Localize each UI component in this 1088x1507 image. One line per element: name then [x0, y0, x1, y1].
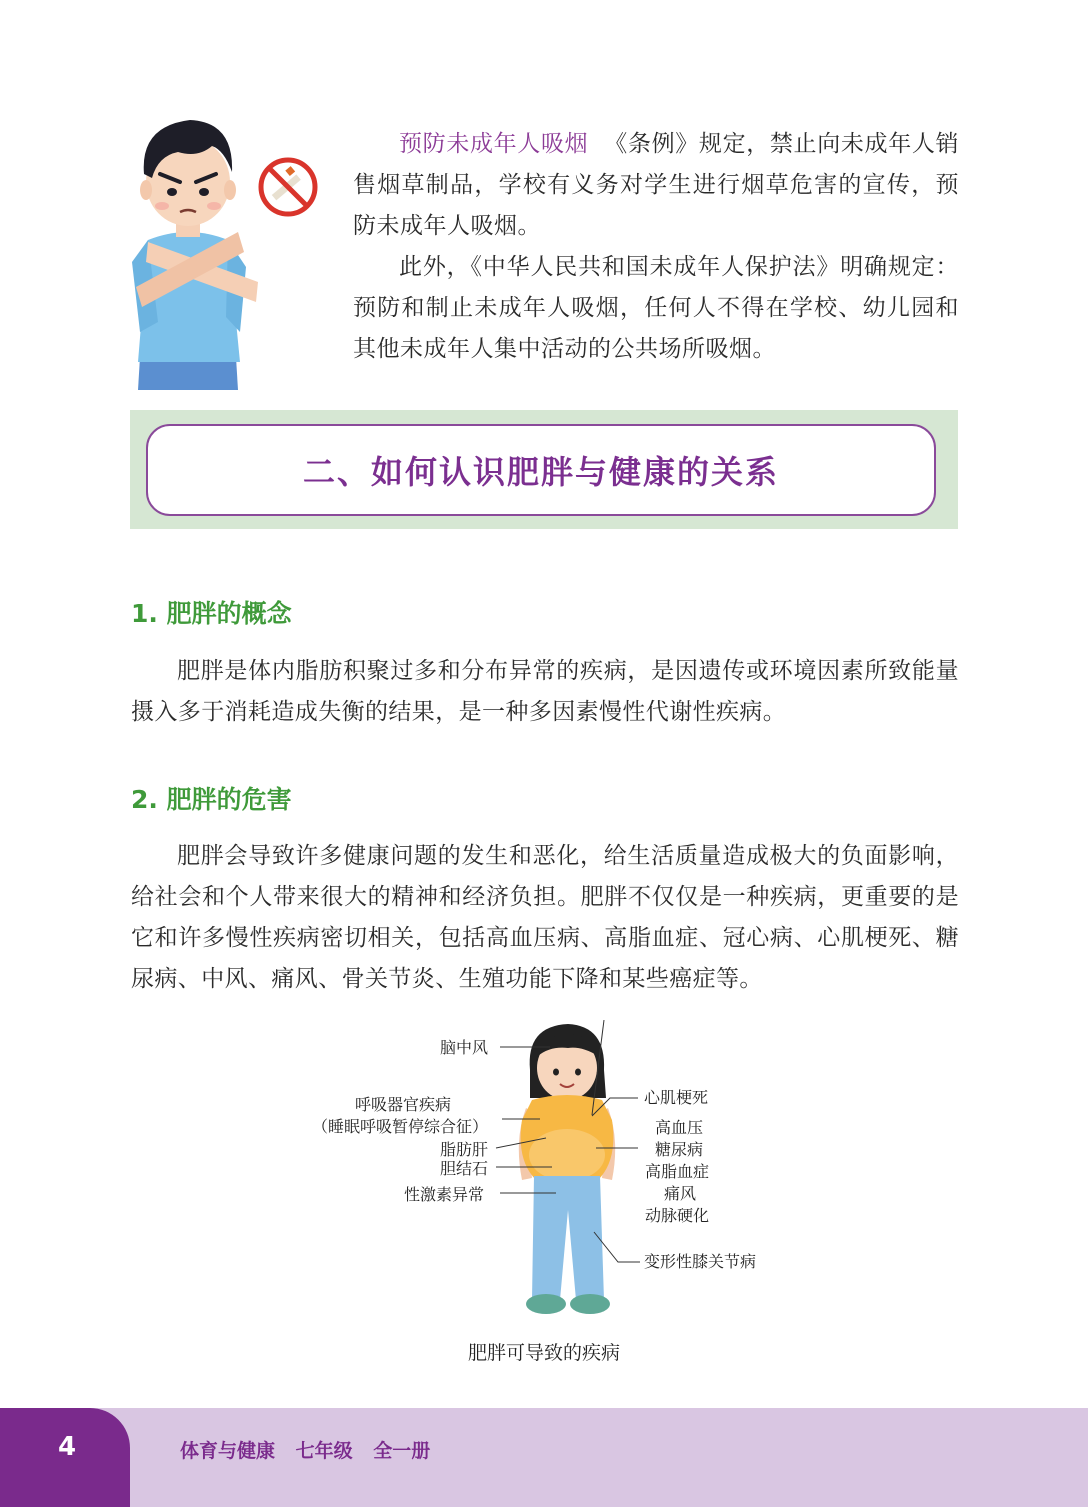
- harm-paragraph: [131, 836, 959, 1000]
- intro-text: [353, 124, 959, 370]
- boy-no-smoking-illustration: [128, 112, 318, 392]
- harm-text: 肥胖会导致许多健康问题的发生和恶化，给生活质量造成极大的负面影响，给社会和个人带来很大的精神和经济负担。肥胖不仅仅是一种疾病，更重要的是它和许多慢性疾病密切相关，包括高血压病、高脂血症、冠心病、心肌梗死、糖尿病、中风、痛风、骨关节炎、生殖功能下降和某些癌症等。: [131, 843, 959, 992]
- concept-paragraph: [131, 651, 959, 733]
- page-number-tab: [0, 1408, 130, 1507]
- label-hormone: 性激素异常: [404, 1185, 485, 1204]
- section-banner-frame: [146, 424, 936, 516]
- label-fatty-liver: 脂肪肝: [440, 1140, 489, 1159]
- obesity-diseases-figure: [300, 1020, 790, 1330]
- page-footer: [0, 1408, 1088, 1507]
- figure-caption: 肥胖可导致的疾病: [467, 1342, 620, 1364]
- concept-heading: 1. 肥胖的概念: [131, 599, 292, 628]
- label-diabetes: 糖尿病: [655, 1140, 704, 1159]
- intro-paragraph-1: [353, 124, 959, 247]
- label-gout: 痛风: [664, 1184, 697, 1203]
- label-respiratory: 呼吸器官疾病: [355, 1095, 452, 1114]
- label-mi: 心肌梗死: [644, 1088, 709, 1107]
- label-knee: 变形性膝关节病: [644, 1252, 757, 1271]
- label-gallstone: 胆结石: [440, 1159, 489, 1178]
- label-hypertension: 高血压: [655, 1118, 704, 1137]
- book-title: 体育与健康 七年级 全一册: [180, 1440, 431, 1462]
- intro-paragraph-2: 此外，《中华人民共和国未成年人保护法》明确规定：预防和制止未成年人吸烟，任何人不得在学校、幼儿园和其他未成年人集中活动的公共场所吸烟。: [353, 254, 959, 362]
- intro-paragraph-1-text: 《条例》规定，禁止向未成年人销售烟草制品，学校有义务对学生进行烟草危害的宣传，预防未成年人吸烟。: [353, 131, 960, 239]
- label-hyperlipidemia: 高脂血症: [645, 1162, 710, 1181]
- section-banner: [130, 410, 958, 529]
- girl-illustration: [300, 1020, 790, 1330]
- section-title: 二、如何认识肥胖与健康的关系: [302, 453, 779, 491]
- label-stroke: 脑中风: [440, 1038, 489, 1057]
- page-number: 4: [58, 1432, 77, 1462]
- concept-text: 肥胖是体内脂肪积聚过多和分布异常的疾病，是因遗传或环境因素所致能量摄入多于消耗造成失衡的结果，是一种多因素慢性代谢性疾病。: [131, 658, 959, 725]
- label-respiratory-sub: （睡眠呼吸暂停综合征）: [312, 1117, 489, 1136]
- harm-heading: 2. 肥胖的危害: [131, 785, 292, 814]
- label-atherosclerosis: 动脉硬化: [645, 1206, 710, 1225]
- intro-lead-title: 预防未成年人吸烟: [399, 131, 589, 157]
